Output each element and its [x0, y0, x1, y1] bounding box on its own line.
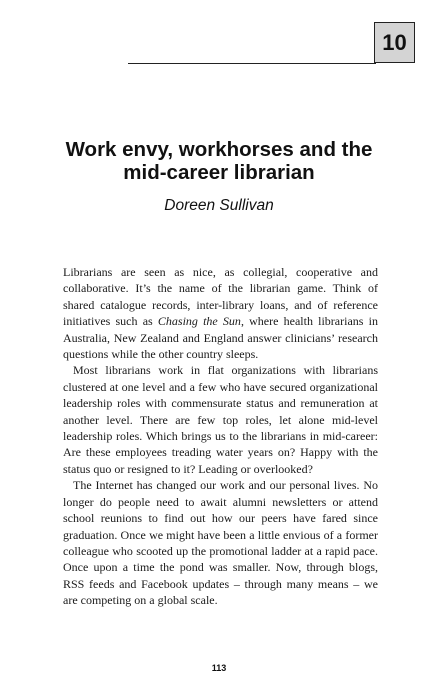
paragraph-1 [63, 264, 378, 362]
chapter-title [30, 138, 408, 184]
paragraph-3: The Internet has changed our work and our personal lives. No longer do people need to await alumni newsletters or attend school reunions to find out how our peers have fared since graduation. Once we might have been a little envious of a former colleague who scooted up the promotional ladder at a rapid pace. Once upon a time the pond was smaller. Now, through blogs, RSS feeds and Facebook updates – through many means – we are competing on a global scale. [63, 478, 378, 608]
paragraph-1-italic-title: Chasing the Sun [157, 314, 241, 329]
chapter-title-line-1: Work envy, workhorses and the [65, 138, 373, 161]
body-text [63, 264, 378, 609]
author-name: Doreen Sullivan [164, 197, 274, 214]
paragraph-2: Most librarians work in flat organizations with librarians clustered at one level and a few who have secured organizational leadership roles with commensurate status and remuneration at another level. There are few top roles, let alone mid-level leadership roles. Which brings us to the librarians in mid-career: Are these employees treading water years on? Happy with the status quo or resigned to it? Leading or overlooked? [63, 363, 378, 476]
paragraph-1-text-a: Librarians are seen as nice, as collegial, cooperative and collaborative. It’s the name of the librarian game. Think of shared catalogue records, inter-library loans, and of reference initiatives such as [63, 265, 378, 329]
page-number: 113 [211, 663, 227, 673]
chapter-number-box [374, 22, 415, 63]
header-rule [128, 63, 376, 64]
chapter-number: 10 [382, 29, 407, 55]
paragraph-1-text-b: , where health librarians in Australia, New Zealand and England answer clinicians’ research questions while the other country sleeps. [63, 314, 378, 362]
chapter-title-line-2: mid-career librarian [123, 161, 315, 184]
